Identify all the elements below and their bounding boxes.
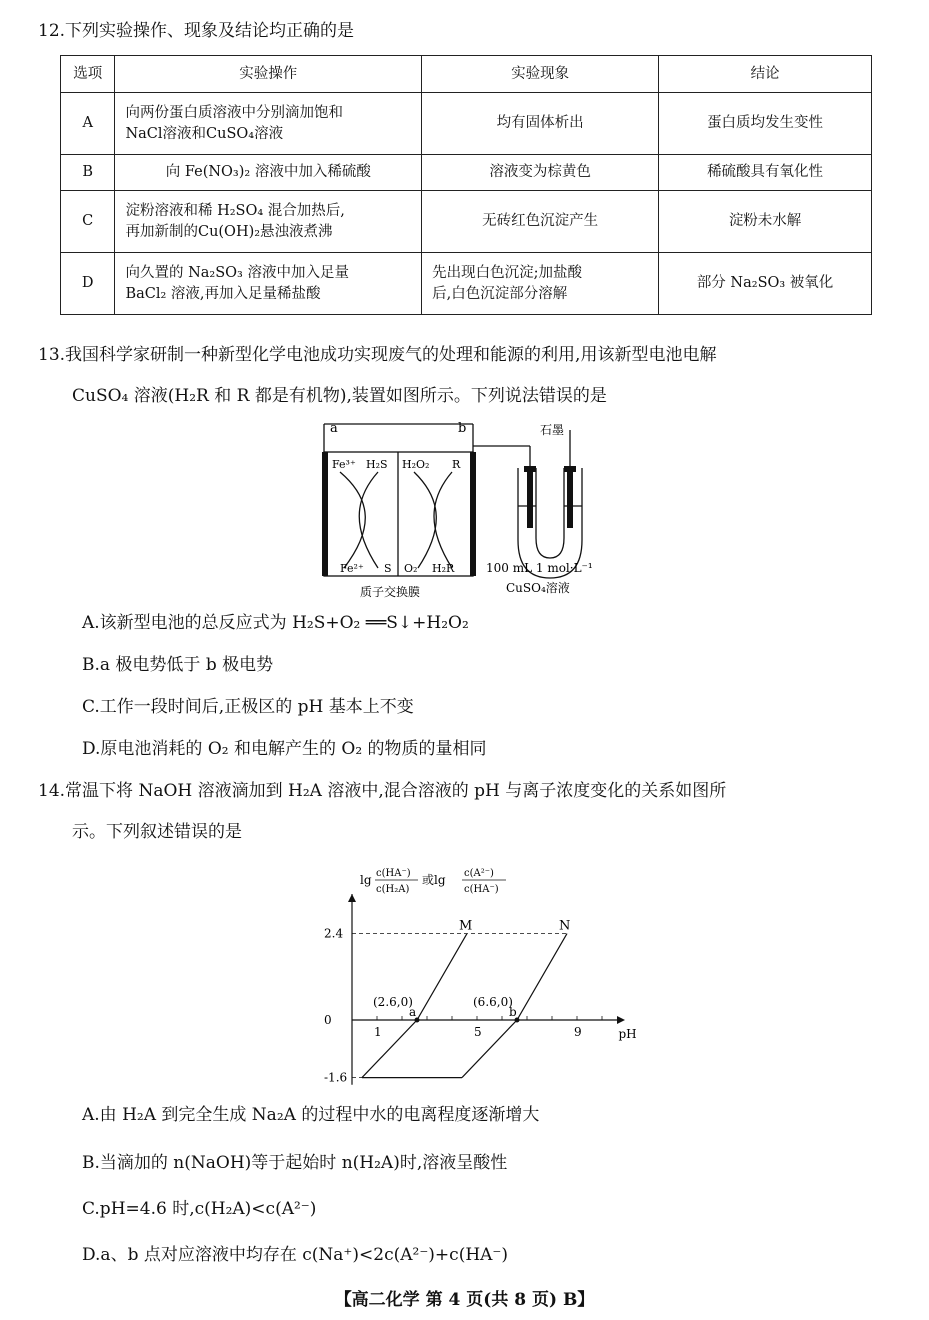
y-tick-label: -1.6 [324,1070,348,1085]
fe3-label: Fe³⁺ [332,458,356,471]
row-operation [115,191,422,253]
q14-option-d: D.a、b 点对应溶液中均存在 c(Na⁺)<2c(A²⁻)+c(HA⁻) [82,1245,509,1265]
row-option: D [61,253,115,315]
x-tick-label: 5 [474,1025,482,1039]
q13-stem-line1: 13.我国科学家研制一种新型化学电池成功实现废气的处理和能源的利用,用该新型电池电解 [38,345,717,365]
h2s-label: H₂S [366,458,388,471]
point-label-a: a [409,1005,417,1019]
header-cell: 实验操作 [115,56,422,93]
q13-option-b: B.a 极电势低于 b 极电势 [82,655,274,675]
operation-line: 淀粉溶液和稀 H₂SO₄ 混合加热后, [125,202,345,219]
q13-option-a: A.该新型电池的总反应式为 H₂S+O₂ ══S↓+H₂O₂ [82,613,469,633]
row-conclusion: 稀硫酸具有氧化性 [659,155,872,191]
operation-line: NaCl溶液和CuSO₄溶液 [125,125,284,142]
y-tick-label: 0 [324,1013,332,1027]
row-operation: 向 Fe(NO₃)₂ 溶液中加入稀硫酸 [115,155,422,191]
table-row [61,191,872,253]
table-row [61,253,872,315]
row-operation [115,93,422,155]
battery-electrolysis-figure [318,420,618,600]
q13-stem-line2: CuSO₄ 溶液(H₂R 和 R 都是有机物),装置如图所示。下列说法错误的是 [72,386,607,406]
electrode-b-label: b [458,421,467,436]
page-footer: 【高二化学 第 4 页(共 8 页) B】 [334,1290,595,1310]
q12-stem: 12.下列实验操作、现象及结论均正确的是 [38,21,355,41]
q13-option-d: D.原电池消耗的 O₂ 和电解产生的 O₂ 的物质的量相同 [82,739,487,759]
row-phenomenon: 均有固体析出 [422,93,659,155]
row-phenomenon: 溶液变为棕黄色 [422,155,659,191]
row-phenomenon [422,253,659,315]
point-coord-a: (2.6,0) [373,995,413,1009]
o2-label: O₂ [404,562,418,575]
h2r-label: H₂R [432,562,455,575]
q14-stem-line2: 示。下列叙述错误的是 [72,822,242,842]
point-coord-b: (6.6,0) [473,995,513,1009]
q14-stem-line1: 14.常温下将 NaOH 溶液滴加到 H₂A 溶液中,混合溶液的 pH 与离子浓度变化的关系如图所 [38,781,727,801]
graphite-label: 石墨 [540,423,565,437]
ylabel-or: 或lg [422,873,446,887]
r-label: R [452,458,461,471]
table-row [61,155,872,191]
series-label-N: N [559,918,571,934]
row-option: A [61,93,115,155]
solution-name-label: CuSO₄溶液 [506,581,570,595]
s-label: S [384,562,392,575]
row-phenomenon: 无砖红色沉淀产生 [422,191,659,253]
row-option: C [61,191,115,253]
ylabel-frac1-den: c(H₂A) [376,884,410,895]
point-label-b: b [509,1005,517,1019]
q14-option-b: B.当滴加的 n(NaOH)等于起始时 n(H₂A)时,溶液呈酸性 [82,1153,508,1173]
h2o2-label: H₂O₂ [402,458,430,471]
ylabel-frac2-den: c(HA⁻) [464,884,499,895]
table-header-row [61,56,872,93]
row-operation [115,253,422,315]
phenomenon-line: 后,白色沉淀部分溶解 [432,285,568,302]
y-axis-arrow [348,894,356,902]
operation-line: 向两份蛋白质溶液中分别滴加饱和 [125,104,343,121]
ph-chart [300,858,640,1088]
q14-option-a: A.由 H₂A 到完全生成 Na₂A 的过程中水的电离程度逐渐增大 [82,1105,540,1125]
series-label-M: M [459,918,473,934]
ylabel-frac2-num: c(A²⁻) [464,868,494,879]
table-row [61,93,872,155]
operation-line: BaCl₂ 溶液,再加入足量稀盐酸 [125,285,321,302]
row-option: B [61,155,115,191]
operation-line: 向久置的 Na₂SO₃ 溶液中加入足量 [125,264,349,281]
solution-conc-label: 100 mL 1 mol·L⁻¹ [486,561,593,575]
x-axis-arrow [617,1016,625,1024]
operation-line: 再加新制的Cu(OH)₂悬浊液煮沸 [125,223,333,240]
row-conclusion: 淀粉未水解 [659,191,872,253]
ylabel-frac1-num: c(HA⁻) [376,868,411,879]
row-conclusion: 部分 Na₂SO₃ 被氧化 [659,253,872,315]
y-tick-label: 2.4 [324,926,344,941]
x-axis-label: pH [618,1027,637,1041]
ylabel-prefix: lg [360,873,372,887]
q13-option-c: C.工作一段时间后,正极区的 pH 基本上不变 [82,697,414,717]
phenomenon-line: 先出现白色沉淀;加盐酸 [432,264,582,281]
fe2-label: Fe²⁺ [340,562,364,575]
header-cell: 结论 [659,56,872,93]
q12-table [60,55,872,315]
header-cell: 实验现象 [422,56,659,93]
electrode-a-label: a [330,421,338,436]
row-conclusion: 蛋白质均发生变性 [659,93,872,155]
x-tick-label: 9 [574,1025,582,1039]
q14-option-c: C.pH=4.6 时,c(H₂A)<c(A²⁻) [82,1199,317,1219]
header-cell: 选项 [61,56,115,93]
membrane-label: 质子交换膜 [360,585,421,599]
x-tick-label: 1 [374,1025,382,1039]
